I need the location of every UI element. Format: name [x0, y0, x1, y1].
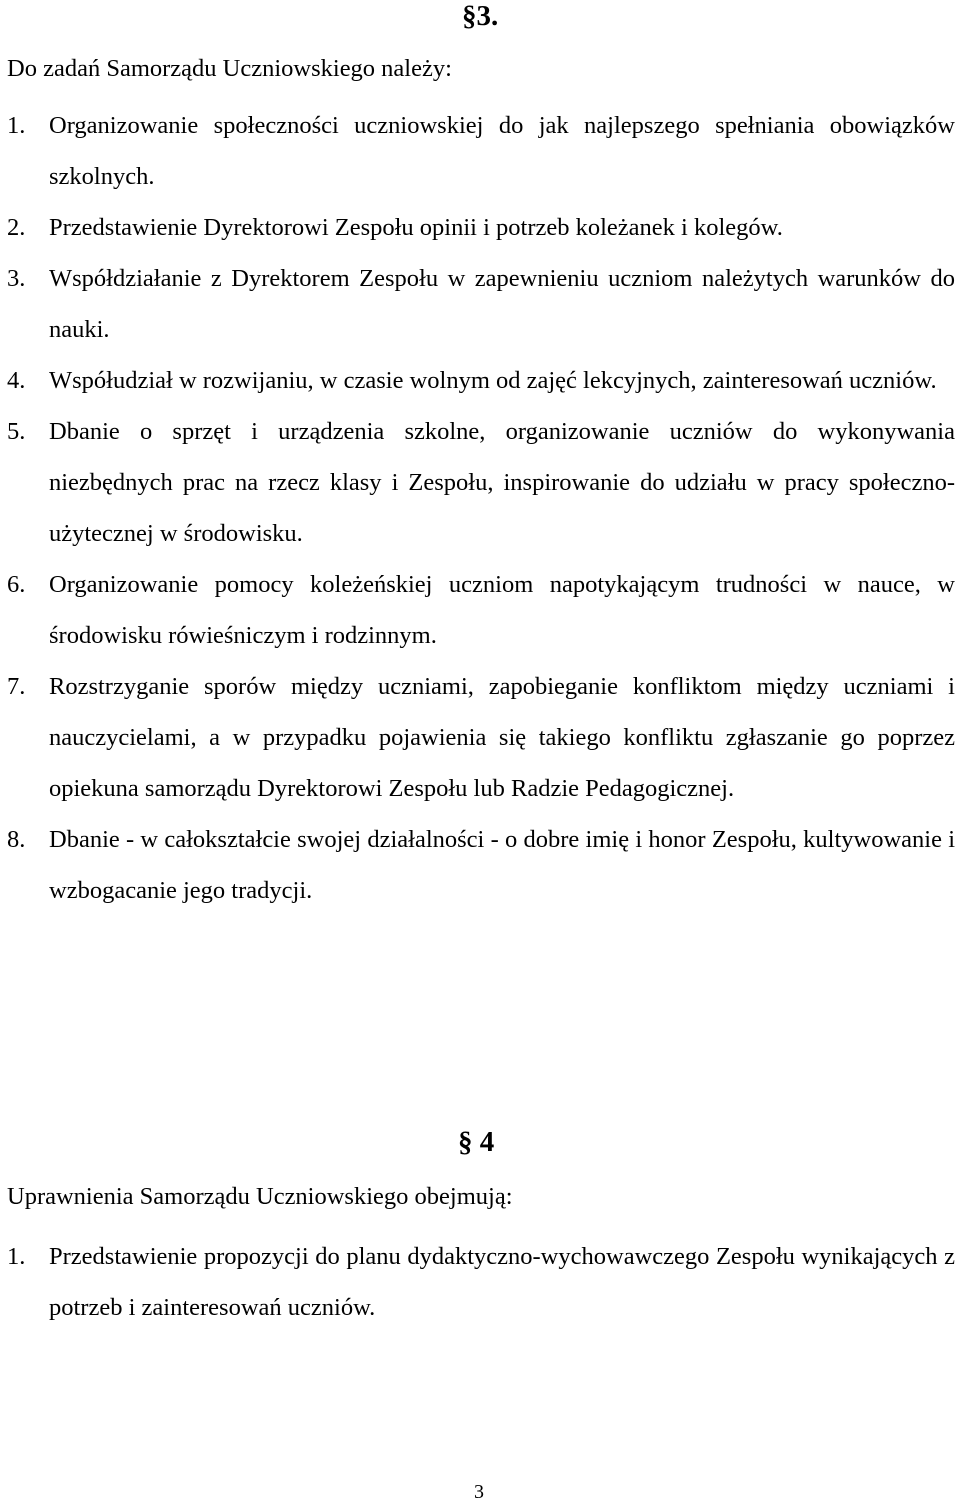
- list-item-text: Współdziałanie z Dyrektorem Zespołu w zapewnieniu uczniom należytych warunków do nauki.: [49, 265, 955, 343]
- list-item: [0, 202, 955, 253]
- list-item-text: Dbanie - w całokształcie swojej działalności - o dobre imię i honor Zespołu, kultywowanie i wzbogacanie jego tradycji.: [49, 826, 955, 904]
- list-item-number: 2.: [7, 214, 26, 241]
- list-item: [0, 253, 955, 355]
- list-item: [0, 100, 955, 202]
- list-item-text: Rozstrzyganie sporów między uczniami, zapobieganie konfliktom między uczniami i nauczycielami, a w przypadku pojawienia się takiego konfliktu zgłaszanie go poprzez opiekuna samorządu Dyrektorowi Zespołu lub Radzie Pedagogicznej.: [49, 673, 955, 802]
- list-item-number: 7.: [7, 673, 26, 700]
- section-4-heading: § 4: [458, 1126, 495, 1158]
- list-item-number: 1.: [7, 112, 26, 139]
- list-item-text: Współudział w rozwijaniu, w czasie wolnym od zajęć lekcyjnych, zainteresowań uczniów.: [49, 367, 937, 394]
- list-item-number: 6.: [7, 571, 26, 598]
- list-item-number: 8.: [7, 826, 26, 853]
- list-item-text: Dbanie o sprzęt i urządzenia szkolne, organizowanie uczniów do wykonywania niezbędnych prac na rzecz klasy i Zespołu, inspirowanie do udziału w pracy społeczno-użytecznej w środowisku.: [49, 418, 955, 547]
- list-item: [0, 355, 955, 406]
- list-item-text: Przedstawienie Dyrektorowi Zespołu opinii i potrzeb koleżanek i kolegów.: [49, 214, 783, 241]
- list-item-number: 4.: [7, 367, 26, 394]
- list-item: [0, 406, 955, 559]
- list-item-text: Organizowanie pomocy koleżeńskiej uczniom napotykającym trudności w nauce, w środowisku rówieśniczym i rodzinnym.: [49, 571, 955, 649]
- list-item-number: 5.: [7, 418, 26, 445]
- section-4-intro: Uprawnienia Samorządu Uczniowskiego obejmują:: [7, 1183, 513, 1210]
- section-3-list: [0, 100, 955, 916]
- list-item-number: 1.: [7, 1243, 26, 1270]
- page-number: 3: [474, 1481, 484, 1503]
- list-item-text: Przedstawienie propozycji do planu dydaktyczno-wychowawczego Zespołu wynikających z potrzeb i zainteresowań uczniów.: [49, 1243, 955, 1321]
- section-4-list: [0, 1231, 955, 1333]
- list-item: [0, 1231, 955, 1333]
- list-item: [0, 661, 955, 814]
- list-item: [0, 559, 955, 661]
- list-item: [0, 814, 955, 916]
- list-item-text: Organizowanie społeczności uczniowskiej do jak najlepszego spełniania obowiązków szkolnych.: [49, 112, 955, 190]
- list-item-number: 3.: [7, 265, 26, 292]
- section-3-intro: Do zadań Samorządu Uczniowskiego należy:: [7, 55, 452, 82]
- section-3-heading: §3.: [462, 0, 499, 32]
